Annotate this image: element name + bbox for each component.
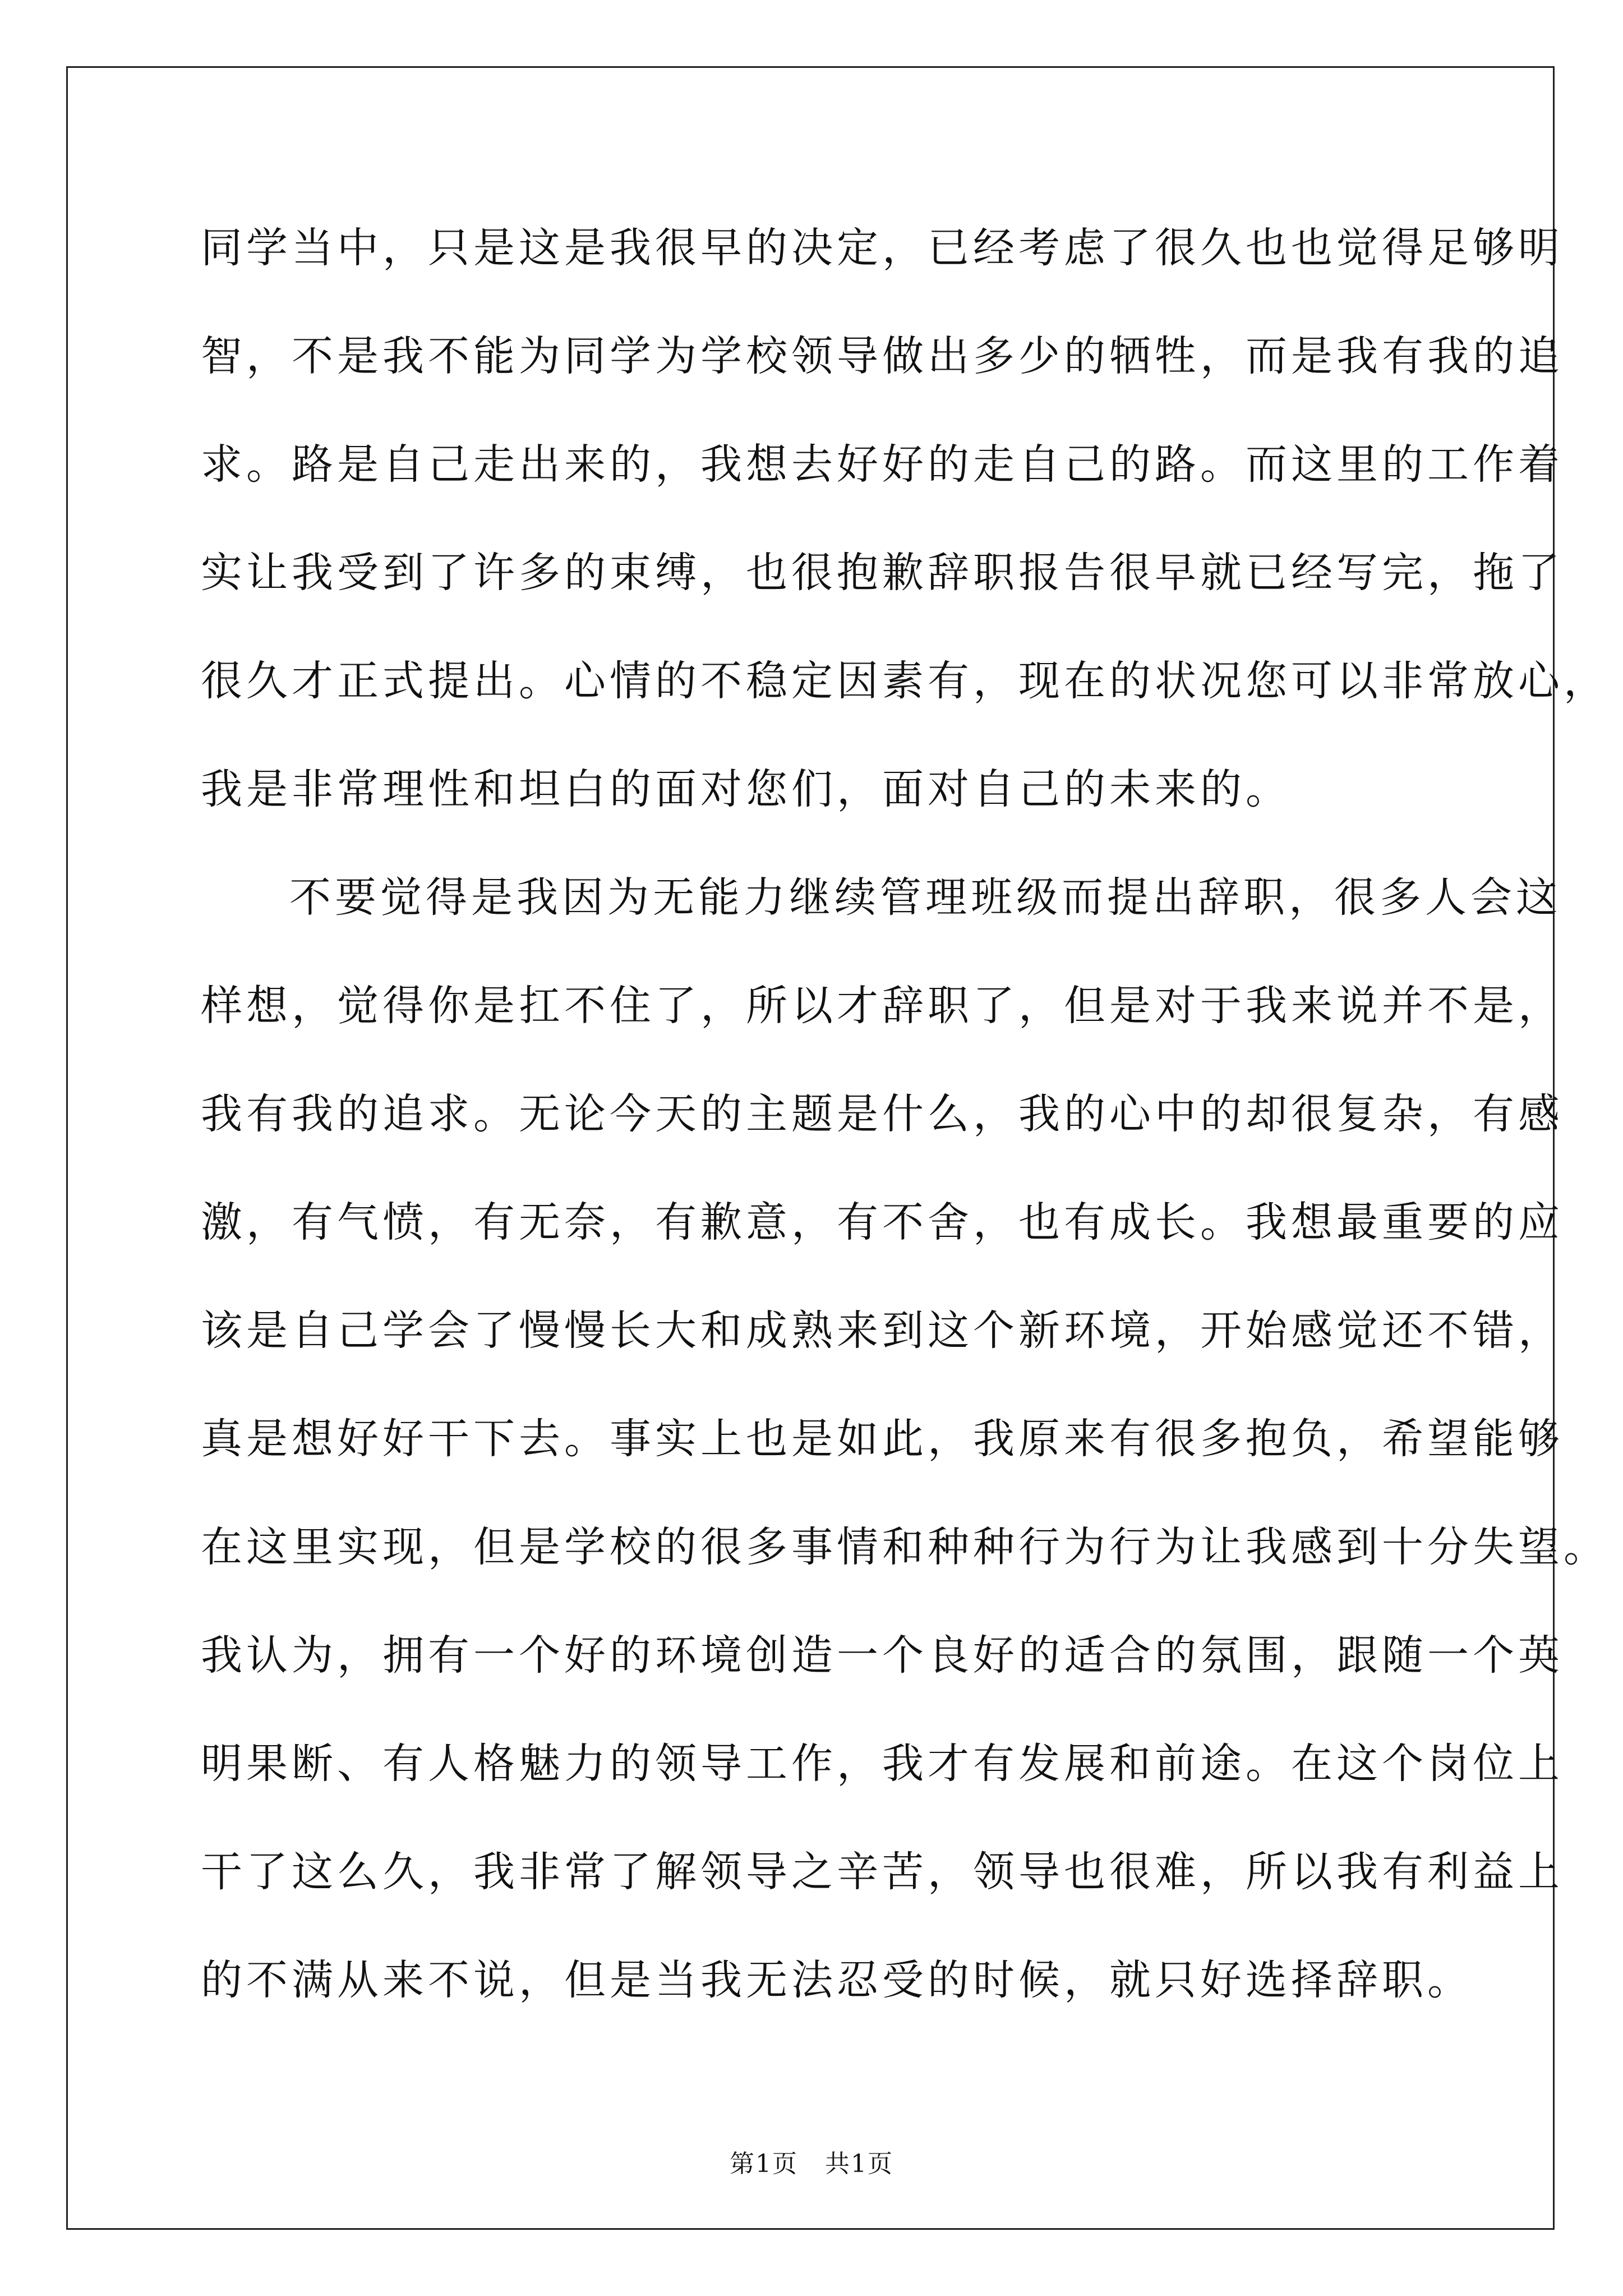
- text-line: 求。路是自己走出来的，我想去好好的走自己的路。而这里的工作着: [201, 440, 1564, 489]
- page-number: 第1页: [730, 2150, 798, 2178]
- text-line: 很久才正式提出。心情的不稳定因素有，现在的状况您可以非常放心，: [201, 657, 1609, 705]
- document-body: [201, 216, 1609, 2056]
- text-line: 的不满从来不说，但是当我无法忍受的时候，就只好选择辞职。: [201, 1956, 1473, 2004]
- text-line: 同学当中，只是这是我很早的决定，已经考虑了很久也也觉得足够明: [201, 224, 1564, 272]
- page-footer: [0, 2147, 1623, 2181]
- text-line: 智，不是我不能为同学为学校领导做出多少的牺牲，而是我有我的追: [201, 332, 1564, 380]
- text-line: 激，有气愤，有无奈，有歉意，有不舍，也有成长。我想最重要的应: [201, 1198, 1564, 1246]
- page-total: 共1页: [825, 2150, 893, 2178]
- text-line: 我是非常理性和坦白的面对您们，面对自己的未来的。: [201, 765, 1291, 813]
- text-line: 干了这么久，我非常了解领导之辛苦，领导也很难，所以我有利益上: [201, 1848, 1564, 1896]
- text-line: 我有我的追求。无论今天的主题是什么，我的心中的却很复杂，有感: [201, 1090, 1564, 1138]
- paragraph-start-line: 不要觉得是我因为无能力继续管理班级而提出辞职，很多人会这: [289, 873, 1561, 922]
- text-line: 该是自己学会了慢慢长大和成熟来到这个新环境，开始感觉还不错，: [201, 1306, 1564, 1355]
- text-line: 我认为，拥有一个好的环境创造一个良好的适合的氛围，跟随一个英: [201, 1631, 1564, 1680]
- text-line: 样想，觉得你是扛不住了，所以才辞职了，但是对于我来说并不是，: [201, 982, 1564, 1030]
- text-line: 明果断、有人格魅力的领导工作，我才有发展和前途。在这个岗位上: [201, 1740, 1564, 1788]
- text-line: 实让我受到了许多的束缚，也很抱歉辞职报告很早就已经写完，拖了: [201, 549, 1564, 597]
- text-line: 真是想好好干下去。事实上也是如此，我原来有很多抱负，希望能够: [201, 1415, 1564, 1463]
- text-line: 在这里实现，但是学校的很多事情和种种行为行为让我感到十分失望。: [201, 1523, 1609, 1571]
